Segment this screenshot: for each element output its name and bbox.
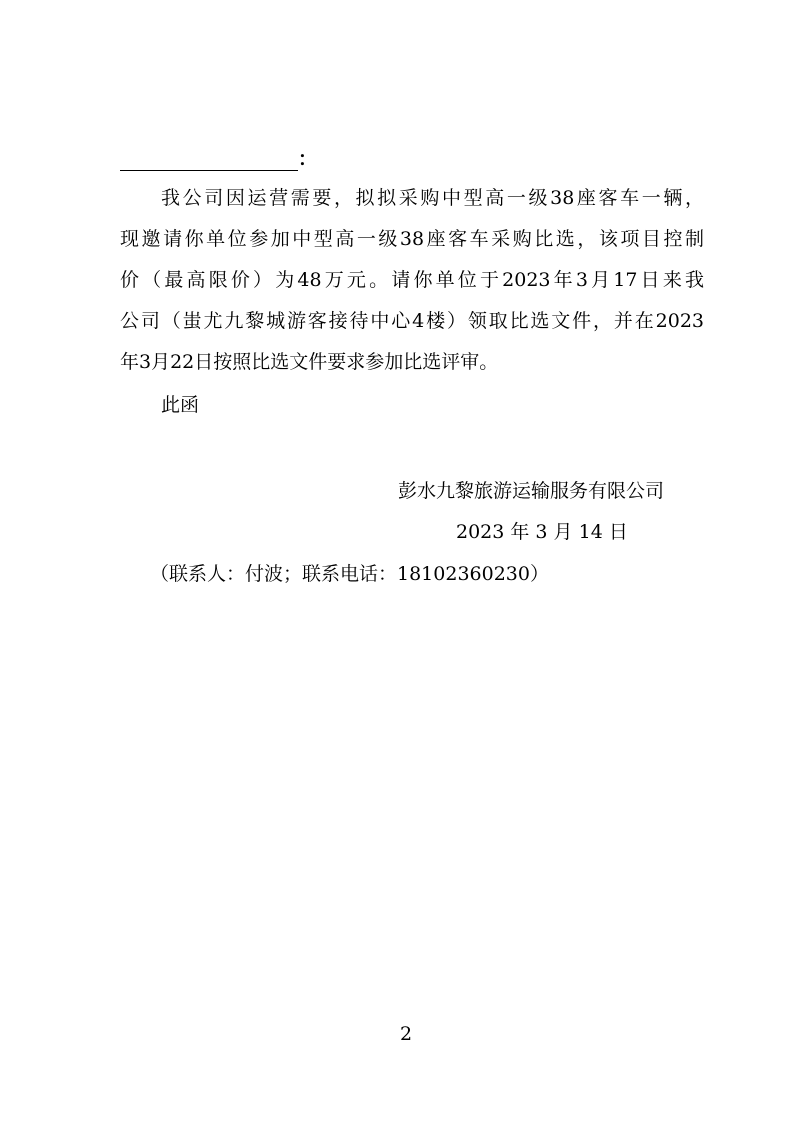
recipient-blank [120,147,317,171]
letter-date: 2023 年 3 月 14 日 [456,521,628,543]
sender-name: 彭水九黎旅游运输服务有限公司 [398,480,665,502]
page-number: 2 [399,1023,413,1045]
closing-text: 此函 [161,394,200,416]
body-line-3: 价（最高限价）为48万元。请你单位于2023年3月17日来我 [120,269,704,291]
body-line-1: 我公司因运营需要，拟拟采购中型高一级38座客车一辆， [161,187,704,209]
body-line-5: 年3月22日按照比选文件要求参加比选评审。 [120,351,499,373]
contact-info: （联系人：付波；联系电话：18102360230） [150,563,549,585]
body-line-2: 现邀请你单位参加中型高一级38座客车采购比选，该项目控制 [120,228,704,250]
body-line-4: 公司（蚩尤九黎城游客接待中心4楼）领取比选文件，并在2023 [120,310,704,332]
recipient-underline [120,150,298,171]
salutation-colon: ： [298,148,318,170]
